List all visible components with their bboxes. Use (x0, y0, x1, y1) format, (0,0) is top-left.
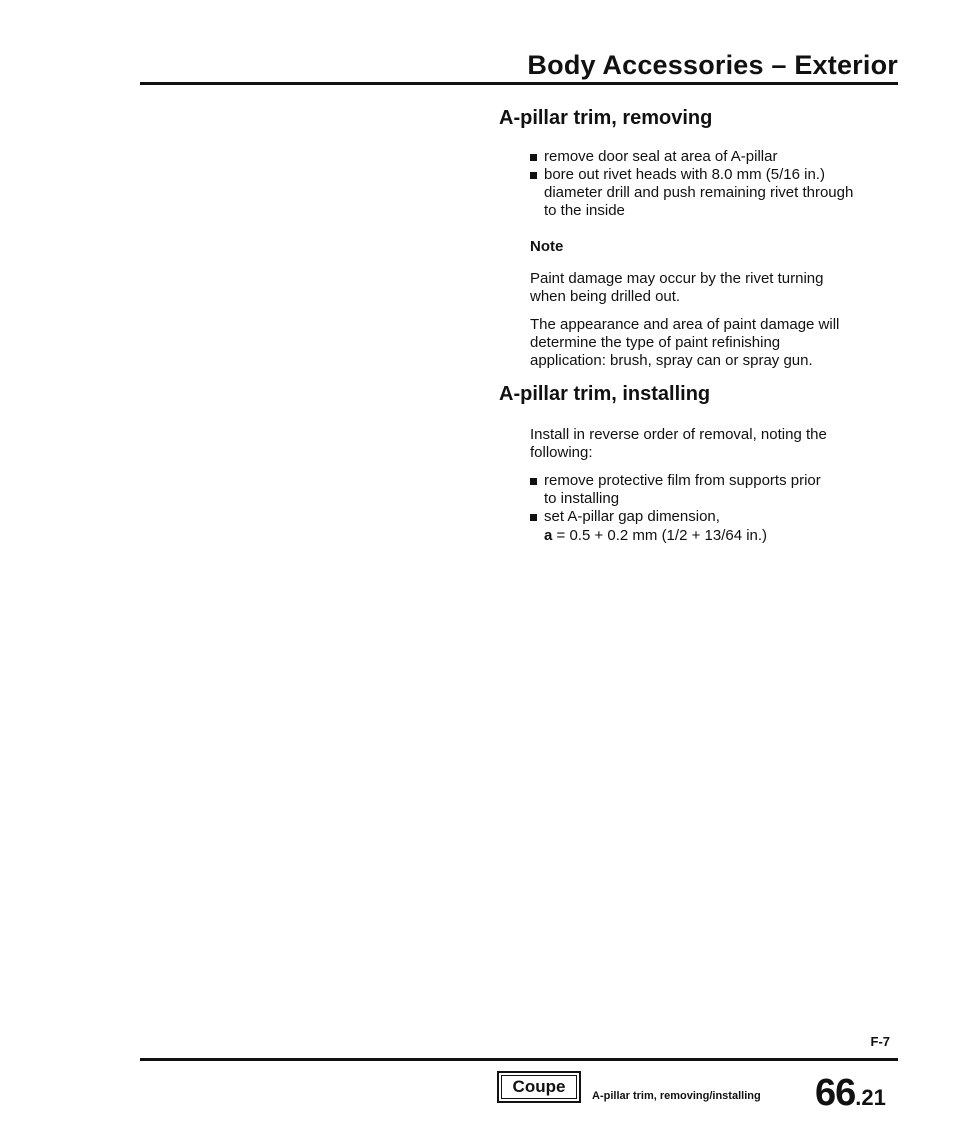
page-number (815, 1072, 886, 1115)
header-rule (140, 82, 898, 85)
removing-steps (530, 148, 860, 220)
note-label: Note (530, 238, 564, 255)
installing-steps (530, 472, 830, 526)
footer-rule (140, 1058, 898, 1061)
model-badge-label: Coupe (512, 1077, 566, 1096)
section-title-installing: A-pillar trim, installing (499, 383, 711, 405)
page-number-major: 66 (815, 1072, 856, 1114)
note-paragraph: The appearance and area of paint damage will determine the type of paint refinishing application: brush, spray can or spray gun. (530, 316, 840, 369)
list-item: remove protective film from supports prior to installing (530, 472, 830, 508)
installing-intro: Install in reverse order of removal, noting the following: (530, 426, 827, 461)
section-title-removing: A-pillar trim, removing (499, 107, 713, 129)
page-code: F-7 (870, 1034, 890, 1049)
page-number-minor: .21 (855, 1085, 886, 1110)
formula-value: = 0.5 + 0.2 mm (1/2 + 13/64 in.) (552, 527, 768, 544)
list-item: set A-pillar gap dimension, (530, 508, 830, 526)
list-item: bore out rivet heads with 8.0 mm (5/16 in.) diameter drill and push remaining rivet through to the inside (530, 166, 860, 220)
list-item: remove door seal at area of A-pillar (530, 148, 860, 166)
footer-caption: A-pillar trim, removing/installing (592, 1090, 761, 1102)
note-paragraph: Paint damage may occur by the rivet turning when being drilled out. (530, 270, 824, 305)
model-badge (497, 1071, 581, 1103)
formula-variable: a (544, 527, 553, 544)
gap-dimension-formula (544, 527, 767, 545)
page-header-title: Body Accessories – Exterior (527, 50, 898, 80)
